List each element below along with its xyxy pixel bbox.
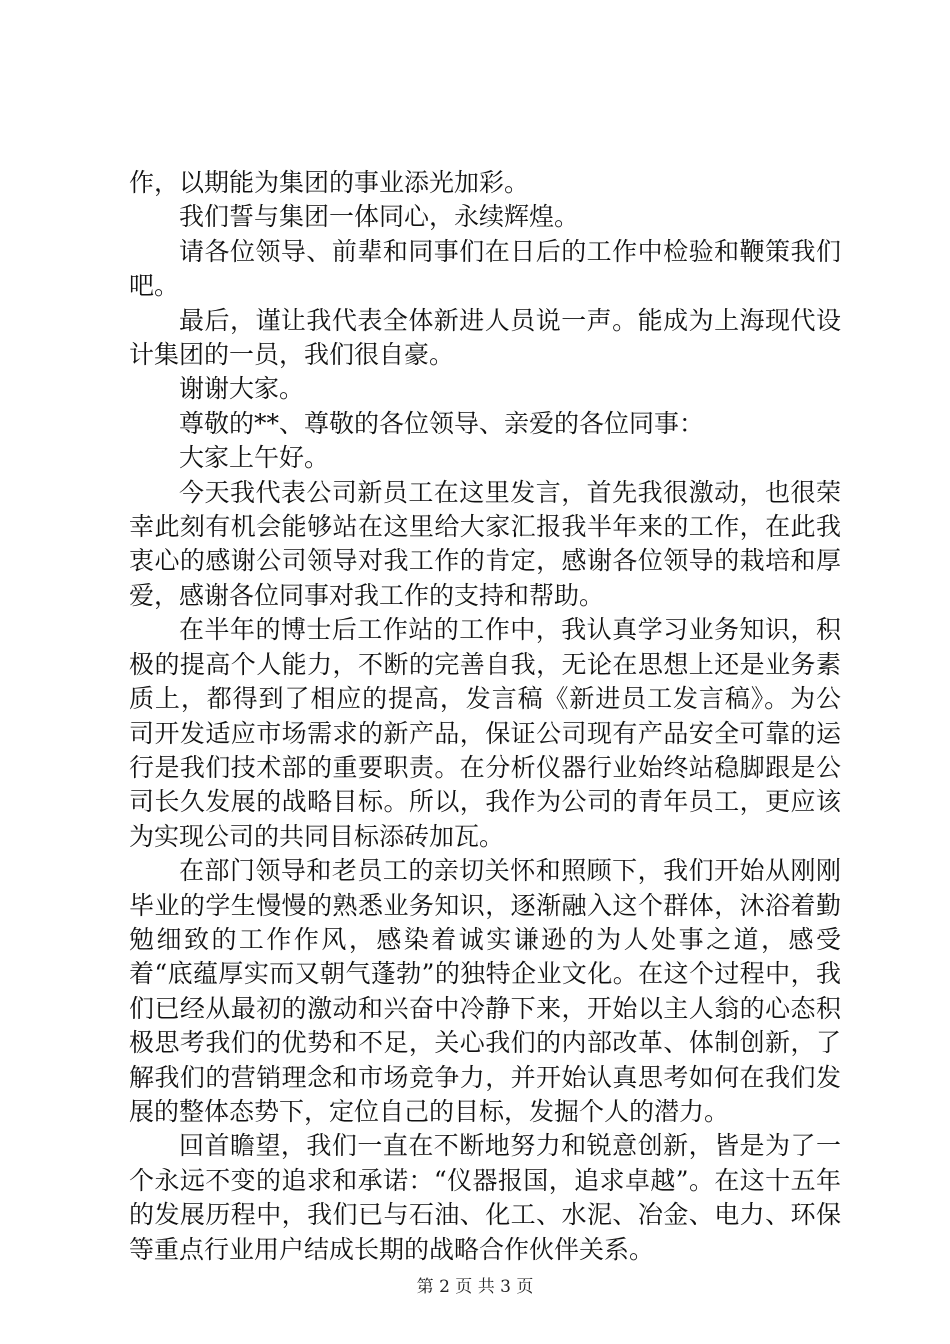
paragraph: 请各位领导、前辈和同事们在日后的工作中检验和鞭策我们吧。 [129, 236, 841, 301]
paragraph: 作，以期能为集团的事业添光加彩。 [129, 168, 530, 197]
document-body [129, 166, 841, 1267]
greeting: 大家上午好。 [179, 443, 330, 473]
salutation: 尊敬的**、尊敬的各位领导、亲爱的各位同事： [179, 408, 705, 438]
paragraph: 最后，谨让我代表全体新进人员说一声。能成为上海现代设计集团的一员，我们很自豪。 [129, 305, 841, 370]
paragraph: 谢谢大家。 [179, 374, 305, 404]
paragraph: 在部门领导和老员工的亲切关怀和照顾下，我们开始从刚刚毕业的学生慢慢的熟悉业务知识，逐渐融入这个群体，沐浴着勤勉细致的工作作风，感染着诚实谦逊的为人处事之道，感受着“底蕴厚实而又朝气蓬勃”的独特企业文化。在这个过程中，我们已经从最初的激动和兴奋中冷静下来，开始以主人翁的心态积极思考我们的优势和不足，关心我们的内部改革、体制创新，了解我们的营销理念和市场竞争力，并开始认真思考如何在我们发展的整体态势下，定位自己的目标，发掘个人的潜力。 [129, 856, 841, 1126]
paragraph: 我们誓与集团一体同心，永续辉煌。 [179, 202, 580, 232]
paragraph: 在半年的博士后工作站的工作中，我认真学习业务知识，积极的提高个人能力，不断的完善自我，无论在思想上还是业务素质上，都得到了相应的提高，发言稿《新进员工发言稿》。为公司开发适应市场需求的新产品，保证公司现有产品安全可靠的运行是我们技术部的重要职责。在分析仪器行业始终站稳脚跟是公司长久发展的战略目标。所以，我作为公司的青年员工，更应该为实现公司的共同目标添砖加瓦。 [129, 615, 841, 851]
page-number-footer: 第 2 页 共 3 页 [416, 1277, 534, 1297]
paragraph: 回首瞻望，我们一直在不断地努力和锐意创新，皆是为了一个永远不变的追求和承诺：“仪器报国，追求卓越”。在这十五年的发展历程中，我们已与石油、化工、水泥、冶金、电力、环保等重点行业用户结成长期的战略合作伙伴关系。 [129, 1131, 841, 1264]
paragraph: 今天我代表公司新员工在这里发言，首先我很激动，也很荣幸此刻有机会能够站在这里给大家汇报我半年来的工作，在此我衷心的感谢公司领导对我工作的肯定，感谢各位领导的栽培和厚爱，感谢各位同事对我工作的支持和帮助。 [129, 477, 841, 610]
